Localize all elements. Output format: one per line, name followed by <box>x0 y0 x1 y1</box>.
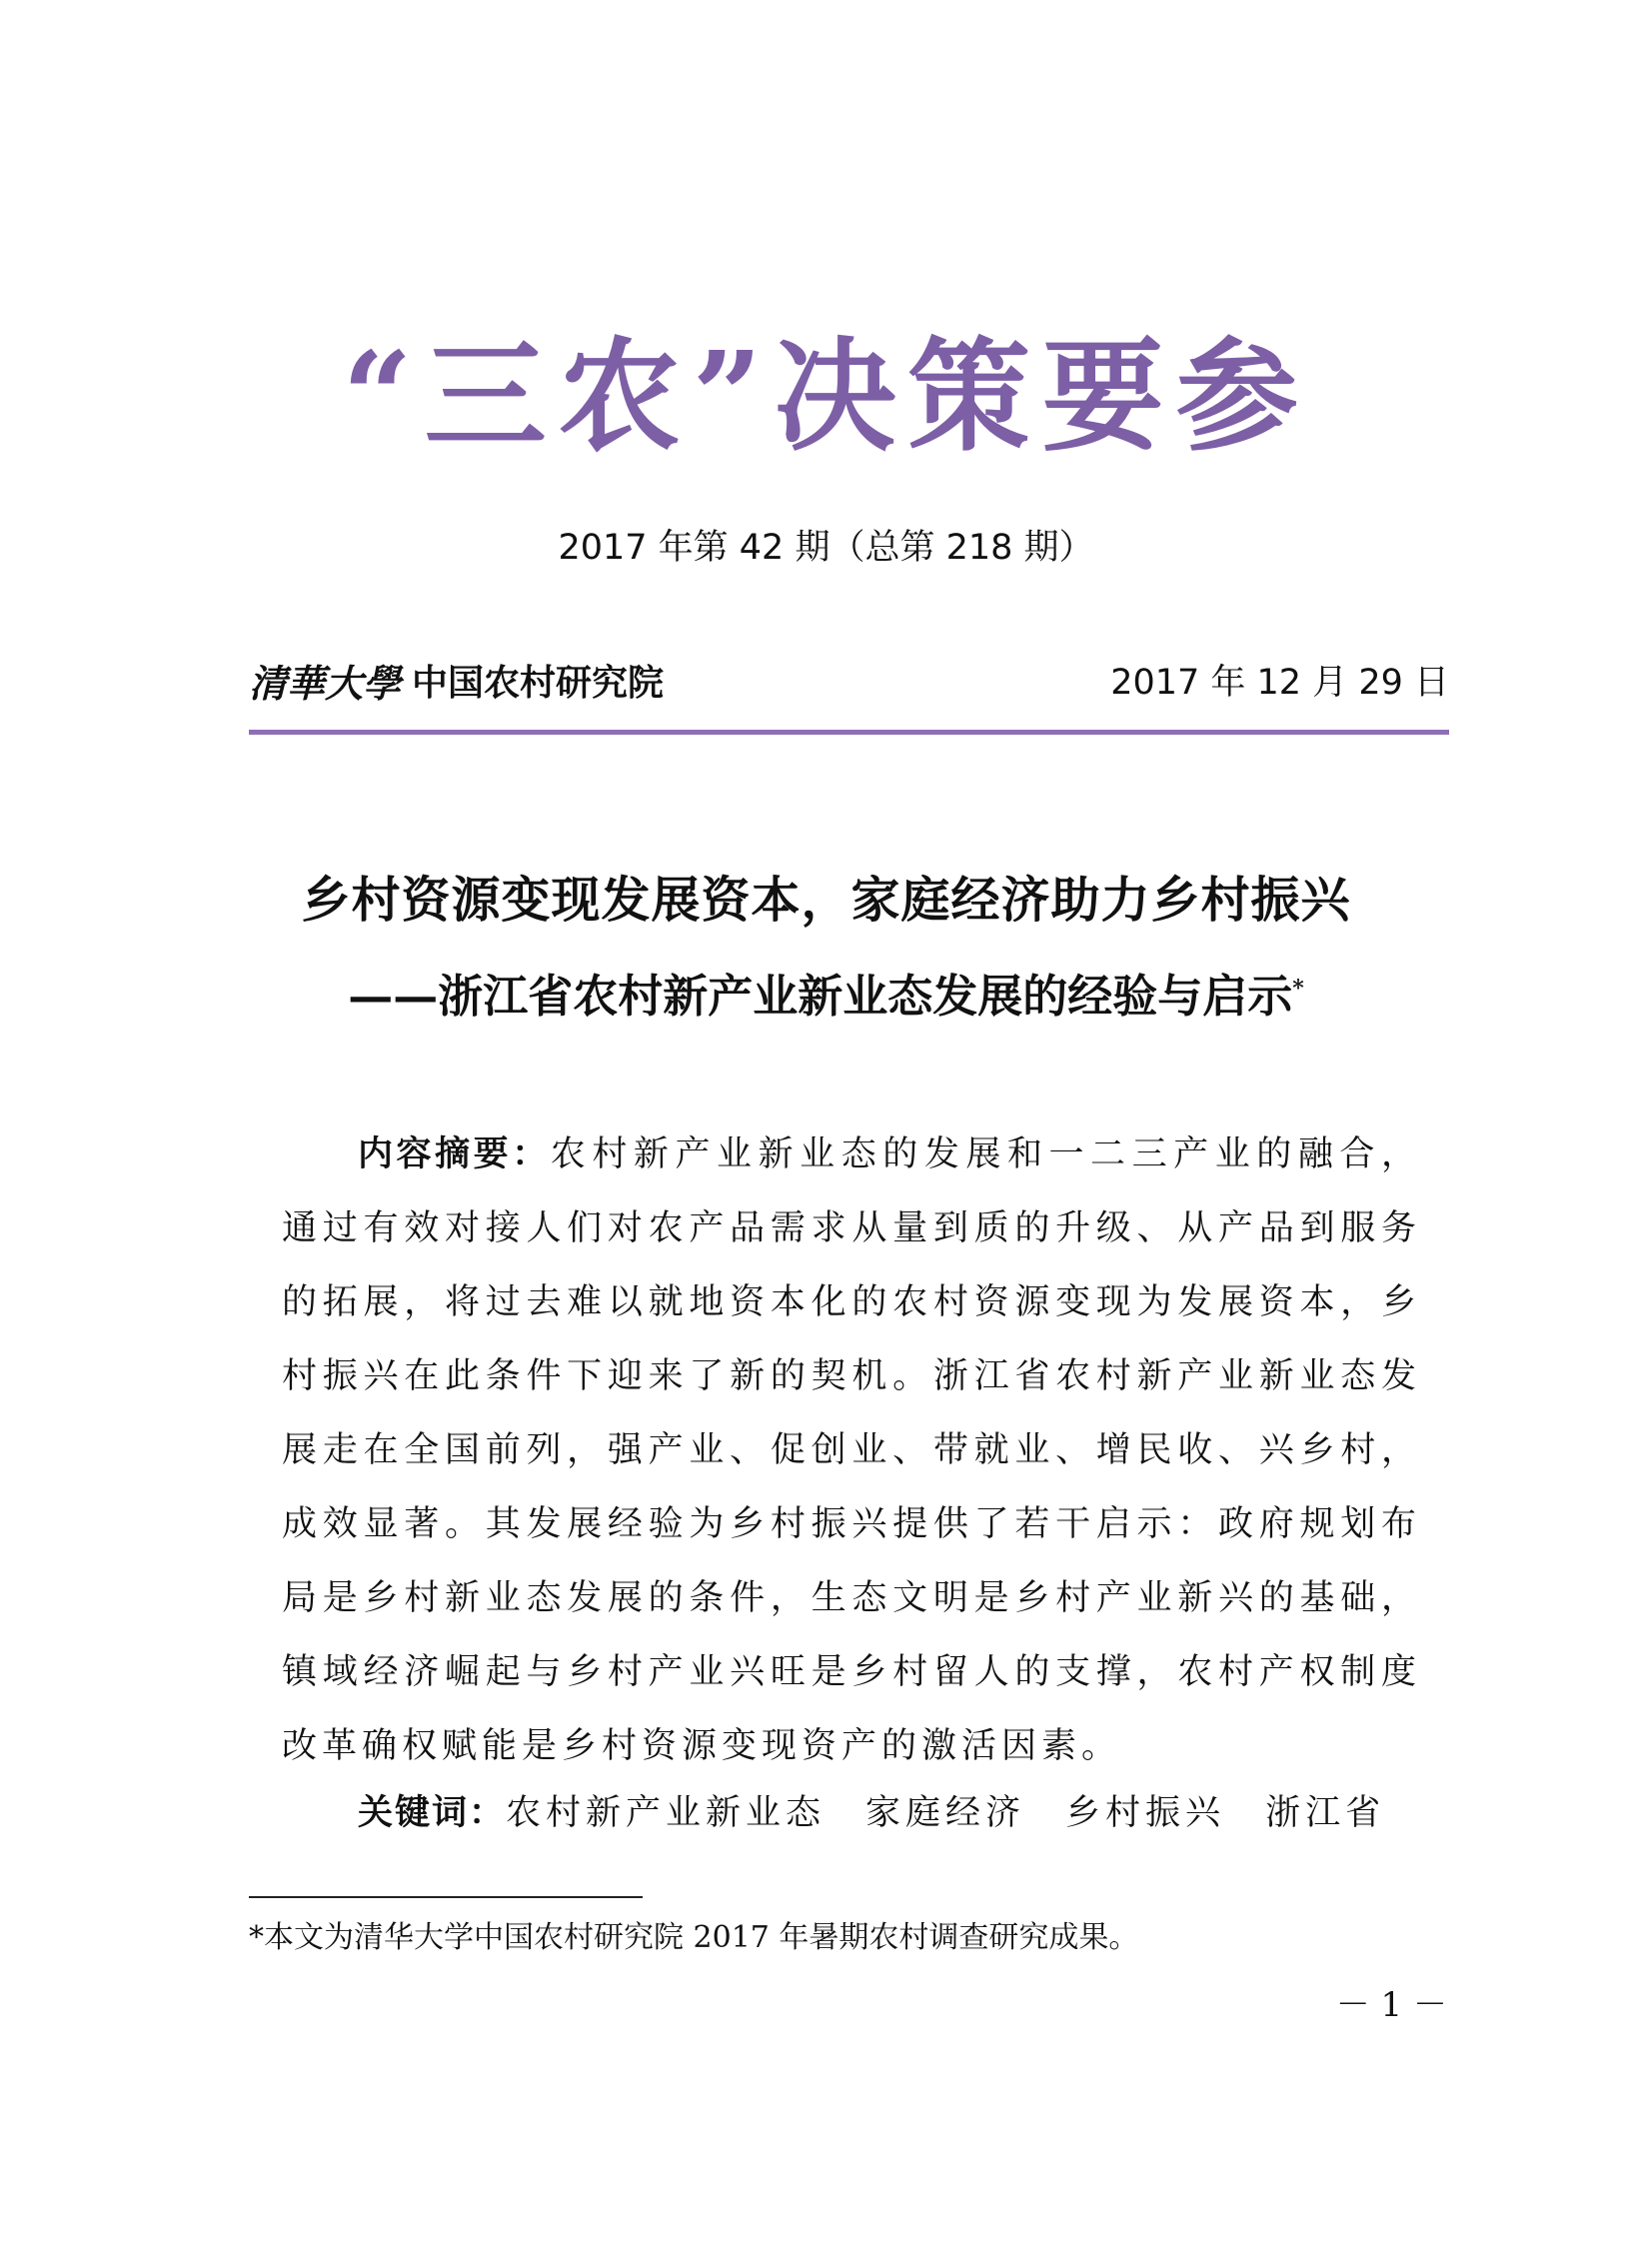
header-divider <box>249 730 1449 735</box>
keyword-item: 农村新产业新业态 <box>506 1793 826 1833</box>
issue-number: 2017 年第 42 期（总第 218 期） <box>558 528 1094 568</box>
university-logo: 清華大學 <box>249 661 402 706</box>
institute-name: 中国农村研究院 <box>412 662 665 704</box>
publication-header <box>249 653 1449 713</box>
publication-date: 2017 年 12 月 29 日 <box>1110 663 1449 703</box>
footnote-marker: * <box>1292 976 1304 1002</box>
masthead-title: “三农”决策要参 <box>342 324 1310 468</box>
page-number: － 1 － <box>1335 1985 1447 2025</box>
article-subtitle <box>0 960 1652 1025</box>
keywords-label: 关键词： <box>358 1793 507 1833</box>
abstract-label: 内容摘要： <box>358 1134 551 1174</box>
article-title: 乡村资源变现发展资本，家庭经济助力乡村振兴 <box>301 871 1351 929</box>
footnote-divider <box>249 1896 643 1898</box>
keyword-item: 浙江省 <box>1265 1793 1386 1833</box>
abstract-paragraph <box>282 1118 1421 1783</box>
keyword-item: 乡村振兴 <box>1065 1793 1226 1833</box>
keyword-item: 家庭经济 <box>865 1793 1026 1833</box>
abstract-text: 农村新产业新业态的发展和一二三产业的融合，通过有效对接人们对农产品需求从量到质的升级、从产品到服务的拓展，将过去难以就地资本化的农村资源变现为发展资本，乡村振兴在此条件下迎来了新的契机。浙江省农村新产业新业态发展走在全国前列，强产业、促创业、带就业、增民收、兴乡村，成效显著。其发展经验为乡村振兴提供了若干启示：政府规划布局是乡村新业态发展的条件，生态文明是乡村产业新兴的基础，镇域经济崛起与乡村产业兴旺是乡村留人的支撑，农村产权制度改革确权赋能是乡村资源变现资产的激活因素。 <box>282 1134 1421 1766</box>
article-subtitle-text: ——浙江省农村新产业新业态发展的经验与启示 <box>348 970 1293 1023</box>
keywords-line <box>358 1785 1425 1835</box>
footnote: *本文为清华大学中国农村研究院 2017 年暑期农村调查研究成果。 <box>249 1920 1139 1955</box>
